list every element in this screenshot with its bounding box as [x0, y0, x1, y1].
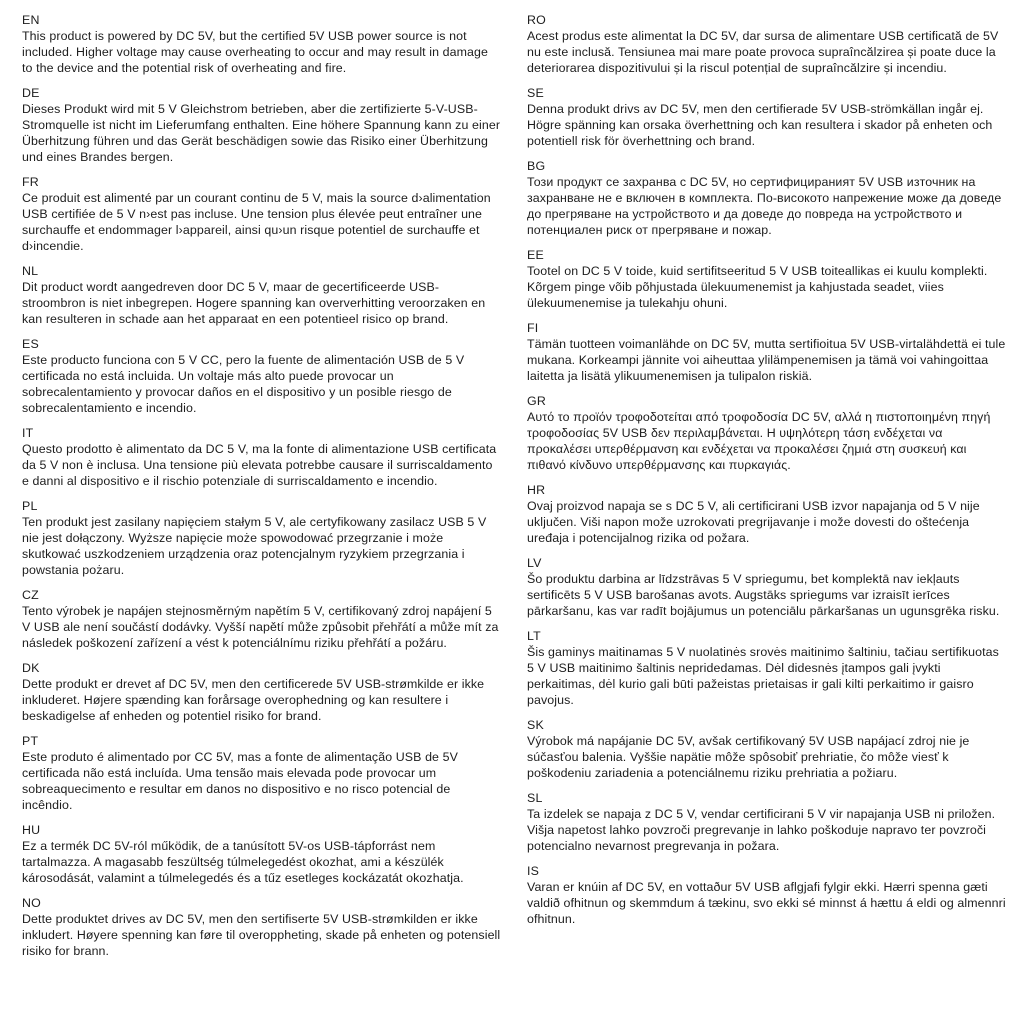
language-code: IS: [527, 864, 540, 878]
language-section-hr: [527, 482, 1006, 546]
language-section-cz: [22, 587, 501, 651]
language-code: LT: [527, 629, 541, 643]
notice-text: Este produto é alimentado por CC 5V, mas a fonte de alimentação USB de 5V certificada não está incluída. Uma tensão mais elevada pode provocar um sobreaquecimento e resultar em danos no dispositivo e no risco potencial de incêndio.: [22, 750, 458, 812]
language-section-de: [22, 85, 501, 165]
left-column: [22, 12, 501, 1016]
language-section-sk: [527, 717, 1006, 781]
language-code: NO: [22, 896, 41, 910]
language-section-fr: [22, 174, 501, 254]
notice-text: Varan er knúin af DC 5V, en vottaður 5V USB aflgjafi fylgir ekki. Hærri spenna gæti valdið ofhitnun og skemmdum á tækinu, svo ekki sé minnst á hættu á eldi og almennri ofhitnun.: [527, 880, 1006, 926]
notice-text: Tämän tuotteen voimanlähde on DC 5V, mutta sertifioitua 5V USB-virtalähdettä ei tule mukana. Korkeampi jännite voi aiheuttaa ylilämpenemisen ja tämä voi vahingoittaa laitetta ja lisätä ylikuumenemisen ja tulipalon riskiä.: [527, 337, 1006, 383]
language-code: DK: [22, 661, 40, 675]
language-section-it: [22, 425, 501, 489]
language-section-es: [22, 336, 501, 416]
notice-text: Denna produkt drivs av DC 5V, men den certifierade 5V USB-strömkällan ingår ej. Högre spänning kan orsaka överhettning och kan resultera i skador på enheten och potentiell risk för överhettning och brand.: [527, 102, 993, 148]
notice-text: Ovaj proizvod napaja se s DC 5 V, ali certificirani USB izvor napajanja od 5 V nije uključen. Viši napon može uzrokovati pregrijavanje i može dovesti do oštećenja uređaja i potencijalnog rizika od požara.: [527, 499, 980, 545]
language-code: PL: [22, 499, 38, 513]
notice-text: Šis gaminys maitinamas 5 V nuolatinės srovės maitinimo šaltiniu, tačiau sertifikuotas 5 V USB maitinimo šaltinis nepridedamas. Dėl didesnės įtampos gali įvykti perkaitimas, dėl kurio gali būti pažeistas prietaisas ir gali kilti perkaitimo ir gaisro pavojus.: [527, 645, 999, 707]
notice-text: Ten produkt jest zasilany napięciem stałym 5 V, ale certyfikowany zasilacz USB 5 V nie jest dołączony. Wyższe napięcie może spowodować przegrzanie i może skutkować uszkodzeniem urządzenia oraz potencjalnym ryzykiem przegrzania i powstania pożaru.: [22, 515, 487, 577]
language-section-dk: [22, 660, 501, 724]
notice-text: Questo prodotto è alimentato da DC 5 V, ma la fonte di alimentazione USB certificata da 5 V non è inclusa. Una tensione più elevata potrebbe causare il surriscaldamento e danni al dispositivo e il rischio potenziale di surriscaldamento e incendio.: [22, 442, 497, 488]
notice-text: Dieses Produkt wird mit 5 V Gleichstrom betrieben, aber die zertifizierte 5-V-USB-Stromquelle ist nicht im Lieferumfang enthalten. Eine höhere Spannung kann zu einer Überhitzung führen und das Gerät beschädigen sowie das Risiko einer Überhitzung und eines Brandes bergen.: [22, 102, 501, 164]
notice-text: Dette produkt er drevet af DC 5V, men den certificerede 5V USB-strømkilde er ikke inkluderet. Højere spænding kan forårsage overophedning og kan resultere i beskadigelse af enheden og potentiel risiko for brand.: [22, 677, 485, 723]
notice-text: Dette produktet drives av DC 5V, men den sertifiserte 5V USB-strømkilden er ikke inkludert. Høyere spenning kan føre til overoppheting, skade på enheten og potensiell risiko for brann.: [22, 912, 501, 958]
notice-text: Tento výrobek je napájen stejnosměrným napětím 5 V, certifikovaný zdroj napájení 5 V USB ale není součástí dodávky. Vyšší napětí může způsobit přehřátí a může mít za následek poškození zařízení a vést k potenciálnímu riziku přehřátí a požáru.: [22, 604, 499, 650]
language-code: PT: [22, 734, 39, 748]
language-section-bg: [527, 158, 1006, 238]
language-code: SK: [527, 718, 544, 732]
language-code: ES: [22, 337, 39, 351]
language-section-sl: [527, 790, 1006, 854]
language-code: NL: [22, 264, 39, 278]
notice-text: Acest produs este alimentat la DC 5V, dar sursa de alimentare USB certificată de 5V nu este inclusă. Tensiunea mai mare poate provoca supraîncălzirea și poate duce la deteriorarea dispozitivului și la riscul potențial de supraîncălzire și incendiu.: [527, 29, 999, 75]
language-code: LV: [527, 556, 542, 570]
notice-text: Ce produit est alimenté par un courant continu de 5 V, mais la source d›alimentation USB certifiée de 5 V n›est pas incluse. Une tension plus élevée peut entraîner une surchauffe et endommager l›appareil, ainsi qu›un risque potentiel de surchauffe et d›incendie.: [22, 191, 491, 253]
language-code: FI: [527, 321, 539, 335]
notice-text: Este producto funciona con 5 V CC, pero la fuente de alimentación USB de 5 V certificada no está incluida. Un voltaje más alto puede provocar un sobrecalentamiento y provocar daños en el dispositivo y un posible riesgo de sobrecalentamiento e incendio.: [22, 353, 465, 415]
language-section-pl: [22, 498, 501, 578]
language-code: BG: [527, 159, 546, 173]
language-section-fi: [527, 320, 1006, 384]
language-section-se: [527, 85, 1006, 149]
language-code: SE: [527, 86, 544, 100]
right-column: [527, 12, 1006, 1016]
language-code: RO: [527, 13, 546, 27]
language-code: FR: [22, 175, 39, 189]
language-section-lv: [527, 555, 1006, 619]
language-section-gr: [527, 393, 1006, 473]
language-code: CZ: [22, 588, 39, 602]
notice-text: Αυτό το προϊόν τροφοδοτείται από τροφοδοσία DC 5V, αλλά η πιστοποιημένη πηγή τροφοδοσίας 5V USB δεν περιλαμβάνεται. Η υψηλότερη τάση ενδέχεται να προκαλέσει υπερθέρμανση και ενδέχεται να προκαλέσει ζημιά στη συσκευή και πιθανό κίνδυνο υπερθέρμανσης και πυρκαγιάς.: [527, 410, 991, 472]
language-section-en: [22, 12, 501, 76]
language-section-hu: [22, 822, 501, 886]
language-code: IT: [22, 426, 34, 440]
notice-text: Tootel on DC 5 V toide, kuid sertifitseeritud 5 V USB toiteallikas ei kuulu komplekti. Kõrgem pinge võib põhjustada ülekuumenemist ja kahjustada seadet, viies ülekuumenemise ja tulekahju ohuni.: [527, 264, 988, 310]
language-code: DE: [22, 86, 40, 100]
notice-text: Този продукт се захранва с DC 5V, но сертифицираният 5V USB източник на захранване не е включен в комплекта. По-високото напрежение може да доведе до прегряване на устройството и да доведе до повреда на устройството и потенциален риск от прегряване и пожар.: [527, 175, 1002, 237]
language-code: HU: [22, 823, 41, 837]
language-section-nl: [22, 263, 501, 327]
language-section-pt: [22, 733, 501, 813]
language-section-ro: [527, 12, 1006, 76]
language-section-no: [22, 895, 501, 959]
language-code: SL: [527, 791, 543, 805]
language-code: EN: [22, 13, 40, 27]
notice-text: Ez a termék DC 5V-ról működik, de a tanúsított 5V-os USB-tápforrást nem tartalmazza. A magasabb feszültség túlmelegedést okozhat, ami a készülék károsodását, valamint a túlmelegedés és a tűz esetleges kockázatát okozhatja.: [22, 839, 464, 885]
notice-text: Ta izdelek se napaja z DC 5 V, vendar certificirani 5 V vir napajanja USB ni priložen. Višja napetost lahko povzroči pregrevanje in lahko poškoduje napravo ter povzroči potencialno nevarnost pregrevanja in požara.: [527, 807, 996, 853]
language-code: HR: [527, 483, 546, 497]
notice-text: Výrobok má napájanie DC 5V, avšak certifikovaný 5V USB napájací zdroj nie je súčasťou balenia. Vyššie napätie môže spôsobiť prehriatie, čo môže viesť k poškodeniu zariadenia a potenciálnemu riziku prehriatia a požiaru.: [527, 734, 970, 780]
language-code: GR: [527, 394, 546, 408]
language-section-is: [527, 863, 1006, 927]
notice-text: This product is powered by DC 5V, but the certified 5V USB power source is not included. Higher voltage may cause overheating to occur and may result in damage to the device and the potential risk of overheating and fire.: [22, 29, 489, 75]
notice-text: Šo produktu darbina ar līdzstrāvas 5 V spriegumu, bet komplektā nav iekļauts sertificēts 5 V USB barošanas avots. Augstāks spriegums var izraisīt ierīces pārkaršanu, kas var radīt bojājumus un potenciālu pārkaršanas un ugunsgrēka risku.: [527, 572, 1000, 618]
notice-text: Dit product wordt aangedreven door DC 5 V, maar de gecertificeerde USB-stroombron is niet inbegrepen. Hogere spanning kan oververhitting veroorzaken en kan resulteren in schade aan het apparaat en een potentieel risico op brand.: [22, 280, 486, 326]
language-section-ee: [527, 247, 1006, 311]
language-code: EE: [527, 248, 544, 262]
language-section-lt: [527, 628, 1006, 708]
